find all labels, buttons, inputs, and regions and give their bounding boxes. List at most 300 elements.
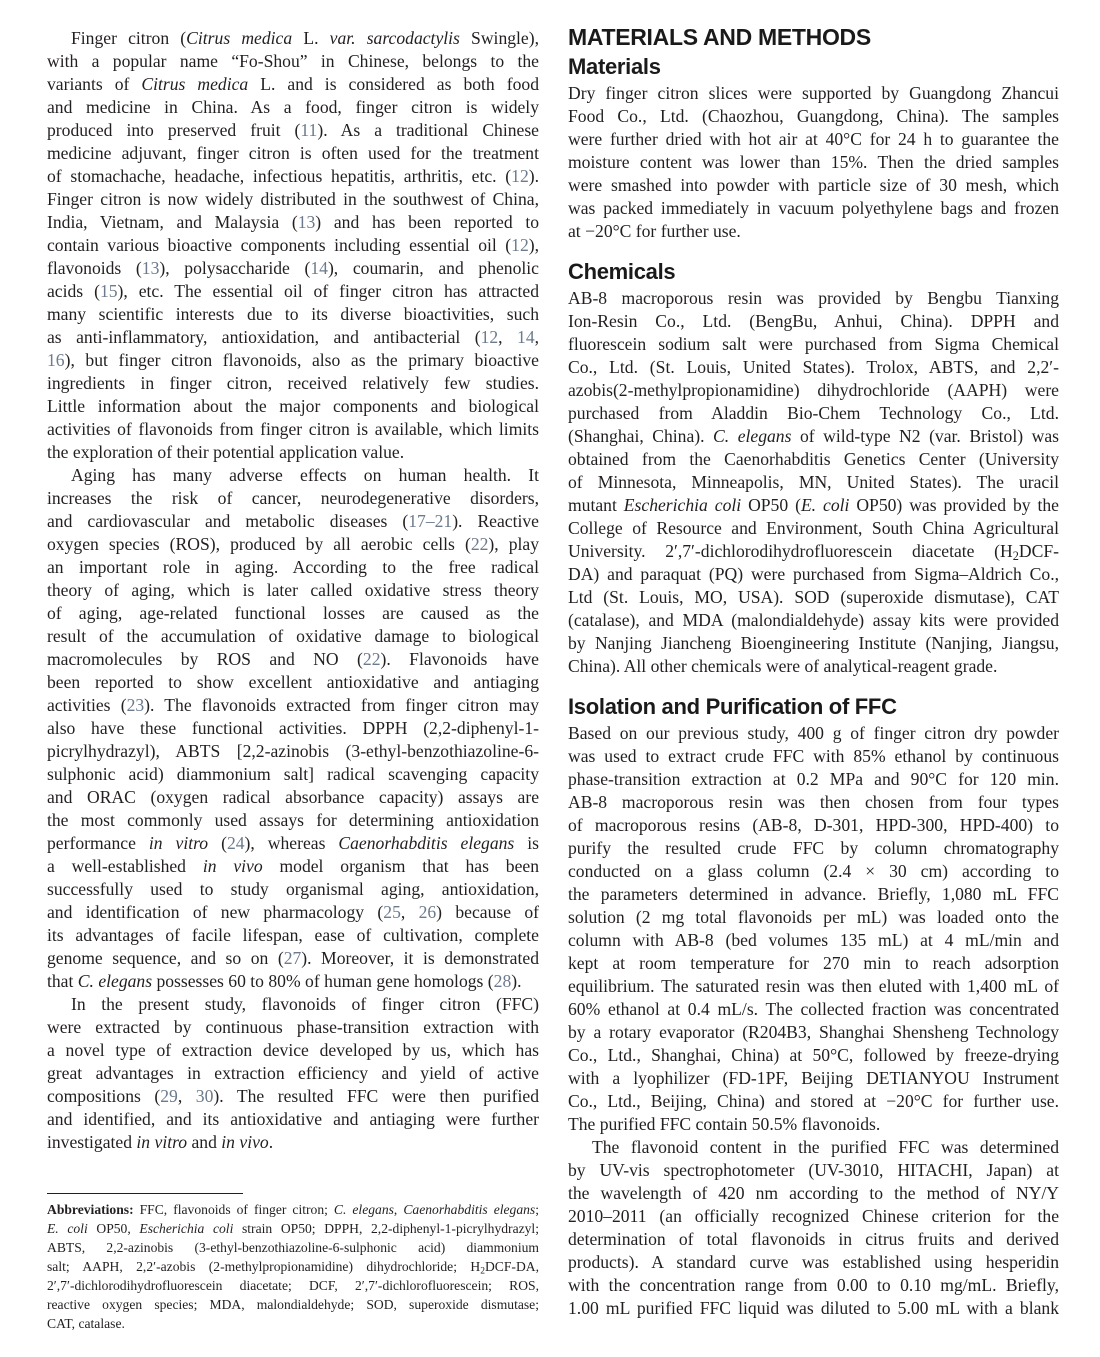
italic-text: Citrus medica bbox=[186, 28, 293, 48]
text-run: a well-established bbox=[47, 856, 203, 876]
subscript: 2 bbox=[480, 1266, 485, 1277]
citation-link[interactable]: 12 bbox=[480, 327, 499, 347]
text-line bbox=[47, 533, 539, 556]
italic-text: var. sarcodactylis bbox=[329, 28, 460, 48]
text-line bbox=[47, 809, 539, 832]
text-line bbox=[47, 924, 539, 947]
text-run: sulphonic acid) diammonium salt] radical scavenging capacity bbox=[47, 764, 539, 784]
text-line bbox=[568, 1182, 1059, 1205]
text-run: , bbox=[177, 1086, 196, 1106]
text-line bbox=[47, 1062, 539, 1085]
text-run: The flavonoid content in the purified FFC was determined bbox=[592, 1137, 1059, 1157]
text-run: performance bbox=[47, 833, 149, 853]
text-run: by Nanjing Jiancheng Bioengineering Institute (Nanjing, Jiangsu, bbox=[568, 633, 1059, 653]
italic-text: Escherichia coli bbox=[623, 495, 742, 515]
text-run: investigated bbox=[47, 1132, 137, 1152]
italic-text: Caenorhabditis elegans bbox=[338, 833, 515, 853]
right-column-body bbox=[568, 52, 1059, 1320]
text-run: DCF- bbox=[1018, 541, 1059, 561]
text-run: CAT, catalase. bbox=[47, 1316, 125, 1331]
text-run: India, Vietnam, and Malaysia ( bbox=[47, 212, 298, 232]
text-line bbox=[568, 220, 1059, 243]
text-run: contain various bioactive components including essential oil ( bbox=[47, 235, 512, 255]
text-line bbox=[568, 151, 1059, 174]
text-run: was used to extract crude FFC with 85% ethanol by continuous bbox=[568, 746, 1059, 766]
text-run: acids ( bbox=[47, 281, 100, 301]
text-run: ) because of bbox=[436, 902, 539, 922]
text-run: produced into preserved fruit ( bbox=[47, 120, 301, 140]
text-line bbox=[47, 878, 539, 901]
text-run: Finger citron is now widely distributed in the southwest of China, bbox=[47, 189, 539, 209]
text-run: solution (2 mg total flavonoids per mL) was loaded onto the bbox=[568, 907, 1059, 927]
text-line bbox=[47, 993, 539, 1016]
citation-link[interactable]: 16 bbox=[47, 350, 65, 370]
text-line bbox=[568, 563, 1059, 586]
text-run: the parameters determined in advance. Briefly, 1,080 mL FFC bbox=[568, 884, 1059, 904]
text-line bbox=[47, 947, 539, 970]
text-run: Co., Ltd., Beijing, China) and stored at −20°C for further use. bbox=[568, 1091, 1059, 1111]
text-run: College of Resource and Environment, South China Agricultural bbox=[568, 518, 1059, 538]
text-run: , bbox=[534, 327, 540, 347]
citation-link[interactable]: 28 bbox=[493, 971, 512, 991]
text-line bbox=[568, 883, 1059, 906]
text-run: azobis(2-methylpropionamidine) dihydrochloride (AAPH) were bbox=[568, 380, 1059, 400]
text-line bbox=[47, 73, 539, 96]
text-run: Co., Ltd. (St. Louis, United States). Trolox, ABTS, and 2,2′- bbox=[568, 357, 1059, 377]
text-line bbox=[568, 1228, 1059, 1251]
text-run: The purified FFC contain 50.5% flavonoids. bbox=[568, 1114, 881, 1134]
text-line bbox=[568, 1159, 1059, 1182]
text-line bbox=[47, 211, 539, 234]
text-line bbox=[568, 471, 1059, 494]
italic-text: in vivo bbox=[202, 856, 263, 876]
paragraph bbox=[568, 722, 1059, 1136]
text-run: and bbox=[187, 1132, 222, 1152]
text-line bbox=[568, 379, 1059, 402]
text-line bbox=[47, 717, 539, 740]
text-line bbox=[568, 1136, 1059, 1159]
text-run: OP50) was provided by the bbox=[849, 495, 1059, 515]
text-line bbox=[47, 165, 539, 188]
text-run: variants of bbox=[47, 74, 142, 94]
text-line bbox=[47, 901, 539, 924]
italic-text: Escherichia coli bbox=[139, 1221, 234, 1236]
text-run: AB-8 macroporous resin was then chosen from four types bbox=[568, 792, 1059, 812]
citation-link[interactable]: 30 bbox=[195, 1086, 214, 1106]
text-run: ingredients in finger citron, received relatively few studies. bbox=[47, 373, 539, 393]
text-run: ), but finger citron flavonoids, also as the primary bioactive bbox=[64, 350, 539, 370]
text-run: ), whereas bbox=[244, 833, 339, 853]
text-line bbox=[47, 119, 539, 142]
text-run: L. bbox=[292, 28, 330, 48]
paragraph bbox=[568, 1136, 1059, 1320]
text-line bbox=[568, 105, 1059, 128]
text-run: possesses 60 to 80% of human gene homologs ( bbox=[152, 971, 494, 991]
text-run: with a lyophilizer (FD-1PF, Beijing DETIANYOU Instrument bbox=[568, 1068, 1059, 1088]
text-run: with a popular name “Fo-Shou” in Chinese, belongs to the bbox=[47, 51, 539, 71]
left-column bbox=[47, 27, 539, 1154]
text-run: Little information about the major components and biological bbox=[47, 396, 539, 416]
text-line bbox=[568, 82, 1059, 105]
text-run: L. and is considered as both food bbox=[248, 74, 539, 94]
citation-link[interactable]: 12 bbox=[511, 235, 529, 255]
text-run: , bbox=[498, 327, 518, 347]
text-run: were smashed into powder with particle size of 30 mesh, which bbox=[568, 175, 1059, 195]
right-column bbox=[568, 22, 1059, 1320]
text-line bbox=[568, 768, 1059, 791]
text-run: also have these functional activities. DPPH (2,2-diphenyl-1- bbox=[47, 718, 539, 738]
text-run: ). Moreover, it is demonstrated bbox=[301, 948, 539, 968]
text-run: increases the risk of cancer, neurodegenerative disorders, bbox=[47, 488, 539, 508]
text-run: with the concentration range from 0.00 to 0.10 mg/mL. Briefly, bbox=[568, 1275, 1059, 1295]
citation-link[interactable]: 13 bbox=[297, 212, 316, 232]
text-run: ), etc. The essential oil of finger citron has attracted bbox=[117, 281, 539, 301]
text-run: determination of total flavonoids in citrus fruits and derived bbox=[568, 1229, 1059, 1249]
text-run: an important role in aging. According to the free radical bbox=[47, 557, 539, 577]
text-line bbox=[47, 579, 539, 602]
subsection-heading: Chemicals bbox=[568, 259, 676, 284]
text-line bbox=[47, 188, 539, 211]
text-run: kept at room temperature for 270 min to reach adsorption bbox=[568, 953, 1059, 973]
paragraph bbox=[47, 993, 539, 1154]
text-run: obtained from the Caenorhabditis Genetics Center (University bbox=[568, 449, 1059, 469]
citation-link[interactable]: 26 bbox=[418, 902, 437, 922]
citation-link[interactable]: 23 bbox=[126, 695, 145, 715]
text-line bbox=[47, 395, 539, 418]
text-run: Food Co., Ltd. (Chaozhou, Guangdong, China). The samples bbox=[568, 106, 1059, 126]
text-run: theory of aging, which is later called oxidative stress theory bbox=[47, 580, 539, 600]
text-run: FFC, flavonoids of finger citron; bbox=[133, 1202, 334, 1217]
text-run: OP50 ( bbox=[741, 495, 801, 515]
text-line bbox=[568, 1251, 1059, 1274]
text-run: that bbox=[47, 971, 78, 991]
text-run: genome sequence, and so on ( bbox=[47, 948, 284, 968]
text-line bbox=[47, 1200, 539, 1219]
subsection-heading: Materials bbox=[568, 54, 661, 79]
text-line bbox=[47, 303, 539, 326]
text-run: mutant bbox=[568, 495, 624, 515]
text-run: is bbox=[514, 833, 539, 853]
text-line bbox=[47, 1295, 539, 1314]
text-run: ), play bbox=[488, 534, 539, 554]
text-run: compositions ( bbox=[47, 1086, 161, 1106]
text-run: China). All other chemicals were of analytical-reagent grade. bbox=[568, 656, 998, 676]
text-run: ; bbox=[535, 1202, 540, 1217]
text-run: 1.00 mL purified FFC liquid was diluted to 5.00 mL with a blank bbox=[568, 1298, 1059, 1318]
paragraph bbox=[47, 1200, 539, 1333]
citation-link[interactable]: 15 bbox=[99, 281, 118, 301]
text-line bbox=[568, 632, 1059, 655]
text-line bbox=[47, 763, 539, 786]
text-run: salt; AAPH, 2,2′-azobis (2-methylpropionamidine) dihydrochloride; H bbox=[47, 1259, 481, 1274]
text-run: been reported to show excellent antioxidative and antiaging bbox=[47, 672, 539, 692]
italic-text: Citrus medica bbox=[141, 74, 249, 94]
text-line bbox=[568, 860, 1059, 883]
text-line bbox=[47, 671, 539, 694]
text-line bbox=[568, 586, 1059, 609]
citation-link[interactable]: 27 bbox=[283, 948, 302, 968]
text-run: were further dried with hot air at 40°C for 24 h to guarantee the bbox=[568, 129, 1059, 149]
text-run: , bbox=[400, 902, 419, 922]
text-run: moisture content was lower than 15%. Then the dried samples bbox=[568, 152, 1059, 172]
text-run: equilibrium. The saturated resin was then eluted with 1,400 mL of bbox=[568, 976, 1059, 996]
text-run: In the present study, flavonoids of finger citron (FFC) bbox=[71, 994, 539, 1014]
paragraph bbox=[47, 464, 539, 993]
text-line bbox=[568, 814, 1059, 837]
text-line bbox=[47, 602, 539, 625]
text-run: and identified, and its antioxidative and antiaging were further bbox=[47, 1109, 539, 1129]
text-line bbox=[47, 326, 539, 349]
text-line bbox=[47, 1085, 539, 1108]
text-run: oxygen species (ROS), produced by all aerobic cells ( bbox=[47, 534, 471, 554]
text-run: 2010–2011 (an officially recognized Chinese criterion for the bbox=[568, 1206, 1059, 1226]
text-run: Ltd (St. Louis, MO, USA). SOD (superoxide dismutase), CAT bbox=[568, 587, 1059, 607]
text-run: ). Reactive bbox=[452, 511, 539, 531]
text-run: ( bbox=[208, 833, 227, 853]
section-gap bbox=[568, 678, 1059, 692]
text-line bbox=[47, 487, 539, 510]
citation-link[interactable]: 22 bbox=[470, 534, 489, 554]
citation-link[interactable]: 24 bbox=[226, 833, 245, 853]
text-run: column with AB-8 (bed volumes 135 mL) at 4 mL/min and bbox=[568, 930, 1059, 950]
text-run: of stomachache, headache, infectious hepatitis, arthritis, etc. ( bbox=[47, 166, 512, 186]
italic-text: E. coli bbox=[800, 495, 850, 515]
text-run: ), bbox=[528, 235, 539, 255]
text-run: as anti-inflammatory, antioxidation, and antibacterial ( bbox=[47, 327, 481, 347]
text-run: of wild-type N2 (var. Bristol) was bbox=[791, 426, 1059, 446]
text-line bbox=[568, 1297, 1059, 1320]
text-run: DCF-DA, bbox=[484, 1259, 539, 1274]
italic-text: in vivo bbox=[221, 1132, 269, 1152]
text-run: phase-transition extraction at 0.2 MPa and 90°C for 120 min. bbox=[568, 769, 1059, 789]
text-line bbox=[568, 975, 1059, 998]
text-run: University. 2′,7′-dichlorodihydrofluorescein diacetate (H bbox=[568, 541, 1013, 561]
text-run: (catalase), and MDA (malondialdehyde) assay kits were provided bbox=[568, 610, 1059, 630]
text-line bbox=[568, 906, 1059, 929]
text-line bbox=[47, 648, 539, 671]
text-run: a novel type of extraction device developed by us, which has bbox=[47, 1040, 539, 1060]
text-run: (Shanghai, China). bbox=[568, 426, 714, 446]
citation-link[interactable]: 12 bbox=[511, 166, 529, 186]
text-line bbox=[568, 333, 1059, 356]
citation-link[interactable]: 22 bbox=[362, 649, 381, 669]
paragraph bbox=[47, 27, 539, 464]
text-line bbox=[568, 287, 1059, 310]
citation-link[interactable]: 14 bbox=[310, 258, 328, 278]
text-run: Ion-Resin Co., Ltd. (BengBu, Anhui, China). DPPH and bbox=[568, 311, 1059, 331]
text-line bbox=[47, 1257, 539, 1276]
text-run: Based on our previous study, 400 g of finger citron dry powder bbox=[568, 723, 1059, 743]
text-run: purchased from Aladdin Bio-Chem Technology Co., Ltd. bbox=[568, 403, 1059, 423]
text-line bbox=[47, 694, 539, 717]
text-line bbox=[47, 234, 539, 257]
text-run: AB-8 macroporous resin was provided by Bengbu Tianxing bbox=[568, 288, 1059, 308]
italic-text: in vitro bbox=[148, 833, 209, 853]
text-line bbox=[47, 96, 539, 119]
text-line bbox=[47, 142, 539, 165]
abbreviations-footnote bbox=[47, 1193, 539, 1333]
text-run: strain OP50; DPPH, 2,2-diphenyl-1-picrylhydrazyl; bbox=[233, 1221, 539, 1236]
bold-label: Abbreviations: bbox=[47, 1202, 134, 1217]
section-gap bbox=[568, 243, 1059, 257]
text-run: was packed immediately in vacuum polyethylene bags and frozen bbox=[568, 198, 1059, 218]
italic-text: E. coli bbox=[47, 1221, 88, 1236]
text-line bbox=[568, 655, 1059, 678]
text-line bbox=[568, 609, 1059, 632]
italic-text: C. elegans bbox=[333, 1202, 394, 1217]
text-run: . bbox=[268, 1132, 274, 1152]
text-line bbox=[568, 356, 1059, 379]
text-line bbox=[568, 310, 1059, 333]
text-line bbox=[47, 625, 539, 648]
footnote-body bbox=[47, 1200, 539, 1333]
text-line bbox=[47, 1276, 539, 1295]
text-line bbox=[568, 1044, 1059, 1067]
text-line bbox=[47, 1016, 539, 1039]
text-run: Swingle), bbox=[459, 28, 539, 48]
paragraph bbox=[568, 287, 1059, 678]
text-line bbox=[47, 855, 539, 878]
text-line bbox=[568, 952, 1059, 975]
text-run: Co., Ltd., Shanghai, China) at 50°C, followed by freeze-drying bbox=[568, 1045, 1059, 1065]
text-run: the most commonly used assays for determining antioxidation bbox=[47, 810, 539, 830]
text-line bbox=[568, 425, 1059, 448]
text-run: of aging, age-related functional losses are caused as the bbox=[47, 603, 539, 623]
text-run: at −20°C for further use. bbox=[568, 221, 741, 241]
text-line bbox=[568, 402, 1059, 425]
text-line bbox=[47, 50, 539, 73]
text-line bbox=[47, 970, 539, 993]
text-line bbox=[568, 837, 1059, 860]
text-run: of macroporous resins (AB-8, D-301, HPD-300, HPD-400) to bbox=[568, 815, 1059, 835]
text-line bbox=[568, 929, 1059, 952]
text-run: and medicine in China. As a food, finger citron is widely bbox=[47, 97, 539, 117]
text-run: activities of flavonoids from finger citron is available, which limits bbox=[47, 419, 539, 439]
text-run: , bbox=[393, 1202, 404, 1217]
text-run: ). The flavonoids extracted from finger citron may bbox=[144, 695, 539, 715]
text-line bbox=[47, 510, 539, 533]
text-run: and identification of new pharmacology ( bbox=[47, 902, 384, 922]
text-line bbox=[47, 27, 539, 50]
text-line bbox=[568, 791, 1059, 814]
italic-text: in vitro bbox=[136, 1132, 188, 1152]
text-run: 2′,7′-dichlorodihydrofluorescein diacetate; DCF, 2′,7′-dichlorofluorescein; ROS, bbox=[47, 1278, 539, 1293]
text-line bbox=[568, 448, 1059, 471]
text-run: activities ( bbox=[47, 695, 127, 715]
text-line bbox=[47, 280, 539, 303]
text-run: ). As a traditional Chinese bbox=[317, 120, 539, 140]
text-line bbox=[47, 1131, 539, 1154]
text-run: OP50, bbox=[87, 1221, 140, 1236]
text-run: ) and has been reported to bbox=[315, 212, 540, 232]
citation-link[interactable]: 25 bbox=[383, 902, 401, 922]
text-run: Dry finger citron slices were supported by Guangdong Zhancui bbox=[568, 83, 1059, 103]
text-run: were extracted by continuous phase-transition extraction with bbox=[47, 1017, 539, 1037]
text-run: ). The resulted FFC were then purified bbox=[213, 1086, 540, 1106]
text-run: great advantages in extraction efficiency and yield of active bbox=[47, 1063, 539, 1083]
text-line bbox=[568, 1090, 1059, 1113]
text-run: many scientific interests due to its diverse bioactivities, such bbox=[47, 304, 539, 324]
text-run: successfully used to study organismal aging, antioxidation, bbox=[47, 879, 539, 899]
subscript: 2 bbox=[1012, 549, 1019, 564]
text-line bbox=[47, 349, 539, 372]
text-line bbox=[47, 1219, 539, 1238]
text-line bbox=[47, 1039, 539, 1062]
italic-text: Caenorhabditis elegans bbox=[403, 1202, 536, 1217]
paragraph bbox=[568, 82, 1059, 243]
text-run: the wavelength of 420 nm according to the method of NY/Y bbox=[568, 1183, 1059, 1203]
text-run: result of the accumulation of oxidative damage to biological bbox=[47, 626, 539, 646]
text-run: Finger citron ( bbox=[71, 28, 187, 48]
text-run: and ORAC (oxygen radical absorbance capacity) assays are bbox=[47, 787, 539, 807]
text-run: Aging has many adverse effects on human health. It bbox=[71, 465, 539, 485]
subsection-heading: Isolation and Purification of FFC bbox=[568, 694, 897, 719]
text-line bbox=[568, 517, 1059, 540]
text-line bbox=[568, 1205, 1059, 1228]
citation-link[interactable]: 11 bbox=[300, 120, 318, 140]
text-run: products). A standard curve was established using hesperidin bbox=[568, 1252, 1059, 1272]
italic-text: C. elegans bbox=[713, 426, 792, 446]
text-line bbox=[47, 418, 539, 441]
text-line bbox=[47, 464, 539, 487]
text-run: flavonoids ( bbox=[47, 258, 142, 278]
text-line bbox=[47, 1108, 539, 1131]
text-line bbox=[568, 722, 1059, 745]
text-line bbox=[47, 786, 539, 809]
text-run: by a rotary evaporator (R204B3, Shanghai Shensheng Technology bbox=[568, 1022, 1059, 1042]
text-line bbox=[47, 257, 539, 280]
text-line bbox=[47, 441, 539, 464]
text-run: model organism that has been bbox=[262, 856, 539, 876]
text-line bbox=[47, 556, 539, 579]
citation-link[interactable]: 13 bbox=[141, 258, 160, 278]
text-line bbox=[47, 1314, 539, 1333]
citation-link[interactable]: 17–21 bbox=[408, 511, 453, 531]
italic-text: C. elegans bbox=[77, 971, 153, 991]
text-run: the exploration of their potential application value. bbox=[47, 442, 405, 462]
text-run: reactive oxygen species; MDA, malondialdehyde; SOD, superoxide dismutase; bbox=[47, 1297, 539, 1312]
text-run: ). bbox=[528, 166, 539, 186]
text-run: DA) and paraquat (PQ) were purchased from Sigma–Aldrich Co., bbox=[568, 564, 1059, 584]
text-run: conducted on a glass column (2.4 × 30 cm) according to bbox=[568, 861, 1059, 881]
section-title-materials-and-methods: MATERIALS AND METHODS bbox=[568, 24, 871, 50]
text-line bbox=[568, 998, 1059, 1021]
text-run: and cardiovascular and metabolic diseases ( bbox=[47, 511, 409, 531]
text-line bbox=[568, 745, 1059, 768]
text-run: ). bbox=[511, 971, 522, 991]
text-run: fluorescein sodium salt were purchased from Sigma Chemical bbox=[568, 334, 1059, 354]
text-run: 60% ethanol at 0.4 mL/s. The collected fraction was concentrated bbox=[568, 999, 1059, 1019]
citation-link[interactable]: 29 bbox=[160, 1086, 178, 1106]
text-line bbox=[47, 832, 539, 855]
text-line bbox=[568, 1021, 1059, 1044]
text-line bbox=[47, 1238, 539, 1257]
text-line bbox=[568, 494, 1059, 517]
text-run: its advantages of facile lifespan, ease of cultivation, complete bbox=[47, 925, 539, 945]
text-run: purify the resulted crude FFC by column chromatography bbox=[568, 838, 1059, 858]
text-line bbox=[568, 1113, 1059, 1136]
text-line bbox=[47, 740, 539, 763]
text-line bbox=[568, 174, 1059, 197]
text-run: picrylhydrazyl), ABTS [2,2-azinobis (3-ethyl-benzothiazoline-6- bbox=[47, 741, 539, 761]
text-run: medicine adjuvant, finger citron is often used for the treatment bbox=[47, 143, 539, 163]
text-run: ABTS, 2,2-azinobis (3-ethyl-benzothiazoline-6-sulphonic acid) diammonium bbox=[47, 1240, 539, 1255]
text-run: ), polysaccharide ( bbox=[159, 258, 311, 278]
citation-link[interactable]: 14 bbox=[517, 327, 535, 347]
footnote-rule bbox=[47, 1193, 243, 1194]
text-line bbox=[568, 1274, 1059, 1297]
text-line bbox=[47, 372, 539, 395]
